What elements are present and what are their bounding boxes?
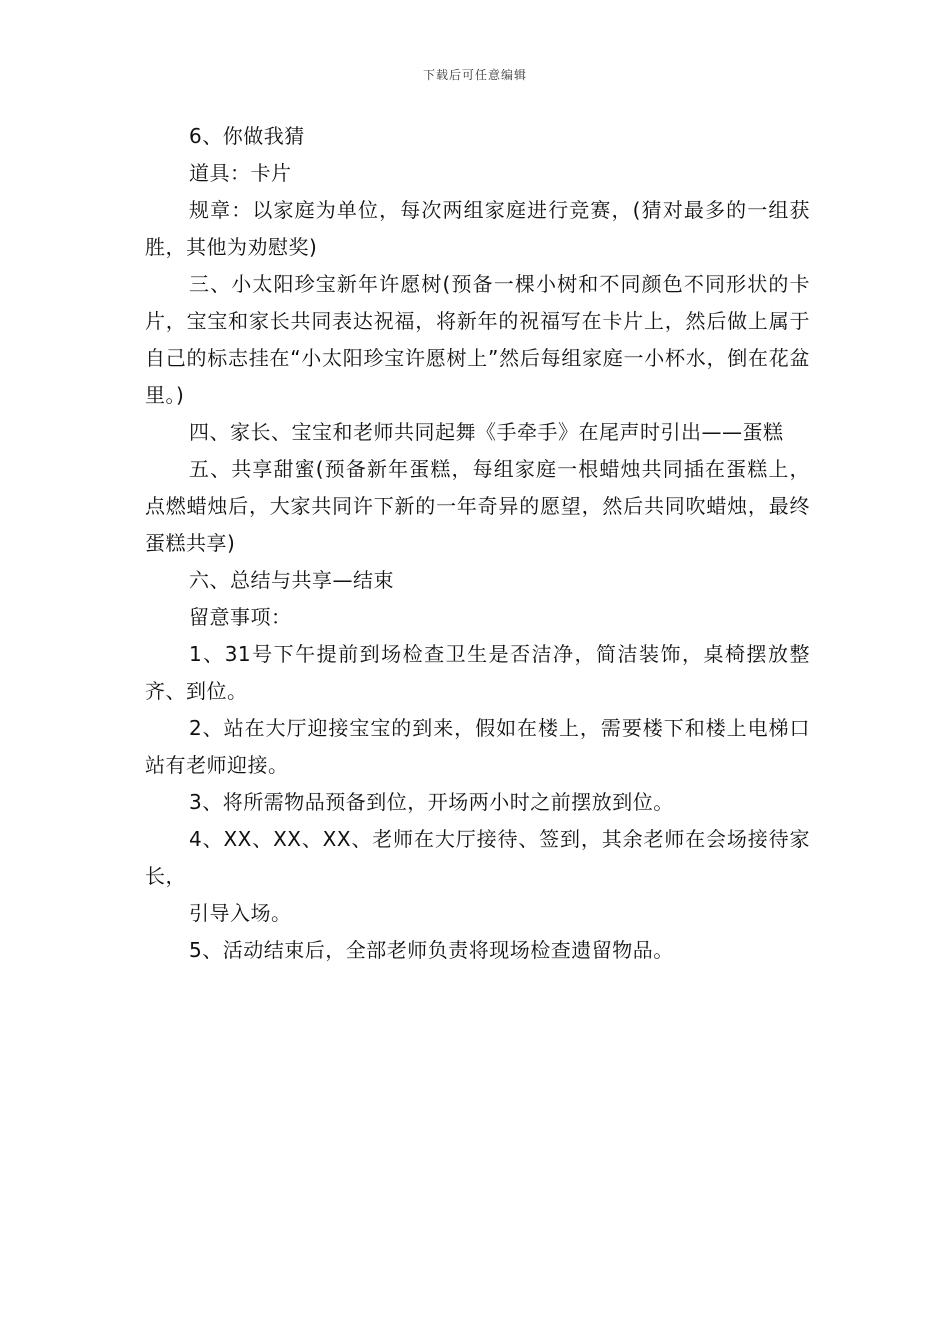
paragraph: 4、XX、XX、XX、老师在大厅接待、签到，其余老师在会场接待家长，	[145, 827, 810, 888]
paragraph: 5、活动结束后，全部老师负责将现场检查遗留物品。	[189, 938, 674, 962]
page-header: 下载后可任意编辑	[422, 68, 527, 82]
paragraph: 6、你做我猜	[189, 124, 305, 148]
paragraph: 2、站在大厅迎接宝宝的到来，假如在楼上，需要楼下和楼上电梯口站有老师迎接。	[145, 716, 810, 777]
paragraph: 六、总结与共享—结束	[189, 568, 394, 592]
paragraph: 四、家长、宝宝和老师共同起舞《手牵手》在尾声时引出——蛋糕	[189, 420, 784, 444]
document-body	[145, 118, 810, 969]
paragraph: 三、小太阳珍宝新年许愿树(预备一棵小树和不同颜色不同形状的卡片，宝宝和家长共同表达祝福，将新年的祝福写在卡片上，然后做上属于自己的标志挂在“小太阳珍宝许愿树上”然后每组家庭一小杯水，倒在花盆里。)	[145, 272, 810, 407]
paragraph: 道具：卡片	[189, 161, 292, 185]
paragraph: 留意事项：	[189, 605, 292, 629]
paragraph: 五、共享甜蜜(预备新年蛋糕，每组家庭一根蜡烛共同插在蛋糕上，点燃蜡烛后，大家共同许下新的一年奇异的愿望，然后共同吹蜡烛，最终蛋糕共享)	[145, 457, 810, 555]
paragraph: 规章：以家庭为单位，每次两组家庭进行竞赛，(猜对最多的一组获胜，其他为劝慰奖)	[145, 198, 810, 259]
paragraph: 引导入场。	[189, 901, 292, 925]
paragraph: 1、31号下午提前到场检查卫生是否洁净，简洁装饰，桌椅摆放整齐、到位。	[145, 642, 810, 703]
paragraph: 3、将所需物品预备到位，开场两小时之前摆放到位。	[189, 790, 674, 814]
